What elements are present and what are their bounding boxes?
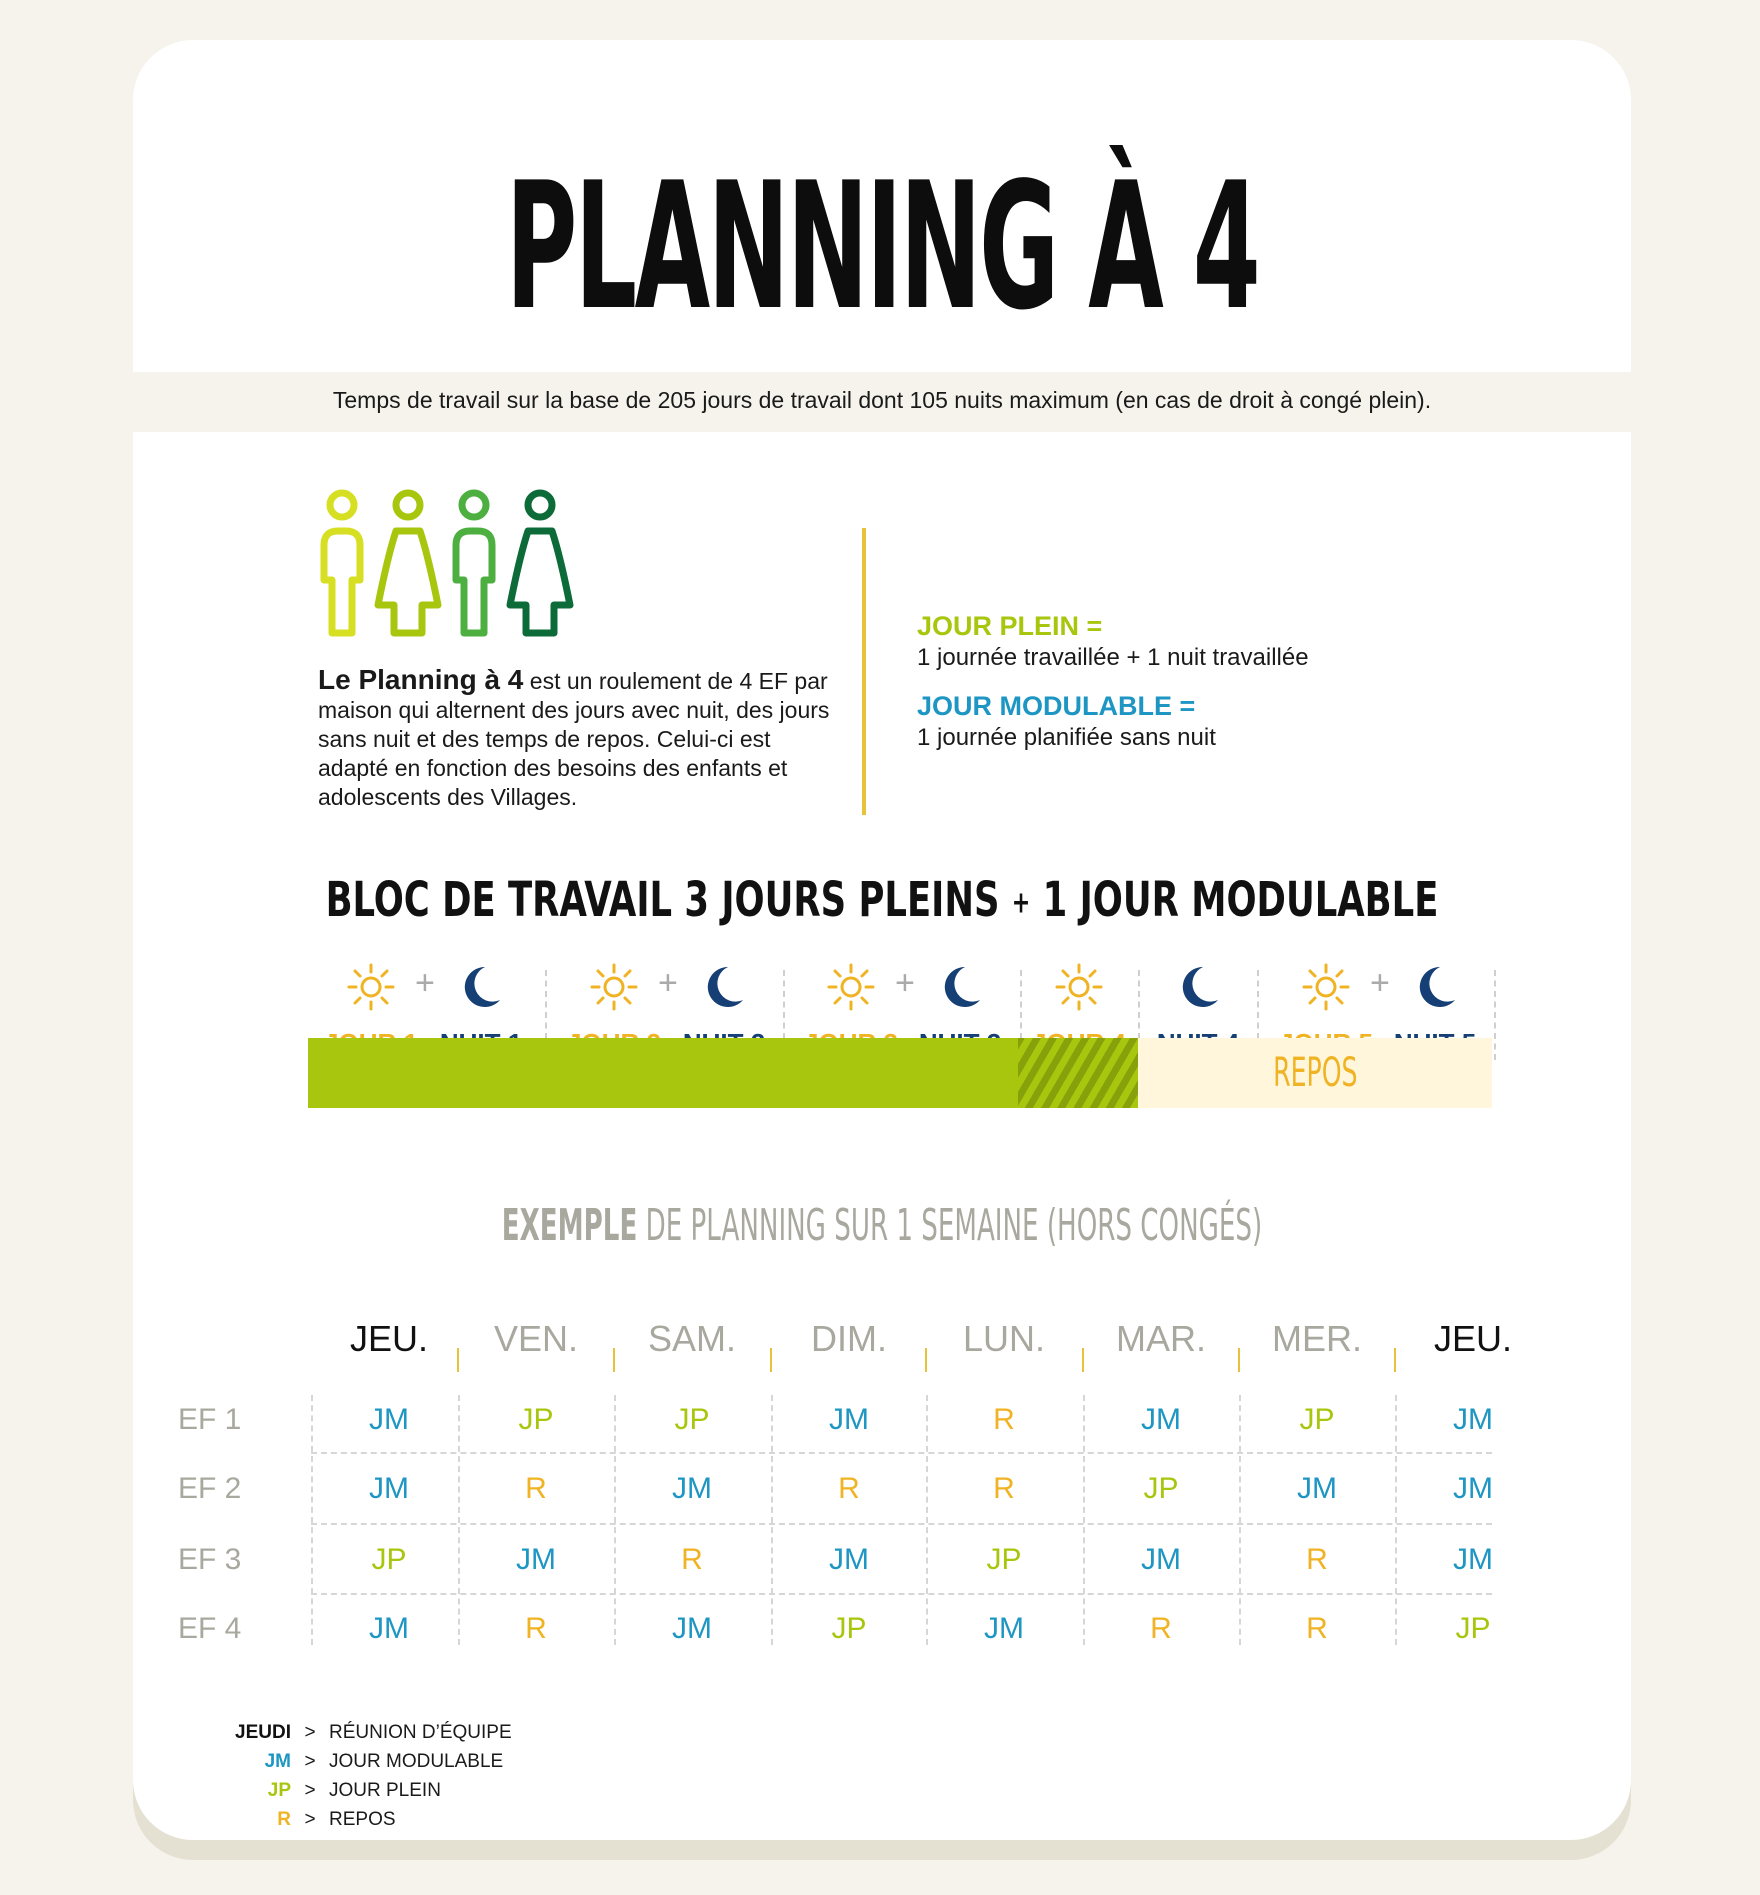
table-cell: JP [831, 1612, 867, 1645]
legend-key: JEUDI [235, 1722, 291, 1743]
legend-value: JOUR MODULABLE [329, 1751, 504, 1772]
bloc-title-left: BLOC DE TRAVAIL 3 JOURS PLEINS [325, 872, 1000, 928]
jour-plein-text: 1 journée travaillée + 1 nuit travaillée [917, 644, 1309, 671]
table-cell: JM [369, 1472, 409, 1505]
plus-sign: + [1370, 964, 1390, 1002]
column-header: DIM. [811, 1318, 887, 1359]
column-header: JEU. [1433, 1318, 1512, 1359]
table-cell: JM [1141, 1543, 1181, 1576]
column-header-separator [457, 1348, 459, 1372]
table-cell: R [525, 1612, 547, 1645]
legend-key: JM [264, 1751, 291, 1772]
table-cell: JP [1455, 1612, 1491, 1645]
column-header-separator [1082, 1348, 1084, 1372]
moon-icon [1410, 962, 1460, 1012]
sun-icon [826, 962, 876, 1012]
example-title-rest: DE PLANNING SUR 1 SEMAINE (HORS CONGÉS) [645, 1200, 1263, 1251]
table-cell: JM [1453, 1403, 1493, 1436]
table-cell: JM [516, 1543, 556, 1576]
column-header-separator [770, 1348, 772, 1372]
table-cell: JM [369, 1403, 409, 1436]
row-label: EF 1 [178, 1403, 242, 1436]
legend-sep: > [304, 1780, 316, 1801]
column-header-separator [613, 1348, 615, 1372]
row-label: EF 4 [178, 1612, 242, 1645]
table-cell: JP [1299, 1403, 1335, 1436]
table-cell: R [681, 1543, 703, 1576]
table-cell: R [1150, 1612, 1172, 1645]
row-label: EF 3 [178, 1543, 242, 1576]
jour-plein-label: JOUR PLEIN = [917, 611, 1103, 641]
table-cell: JM [1453, 1543, 1493, 1576]
table-cell: JM [1141, 1403, 1181, 1436]
legend-sep: > [304, 1809, 316, 1830]
jour-modulable-text: 1 journée planifiée sans nuit [917, 724, 1216, 751]
intro-paragraph [318, 665, 838, 812]
legend-row-jp [213, 1776, 512, 1805]
row-divider [311, 1523, 1492, 1525]
table-cell: JM [829, 1543, 869, 1576]
intro-text: est un roulement de 4 EF par maison qui alternent des jours avec nuit, des jours sans nuit et des temps de repos. Celui-ci est adapté en fonction des besoins des enfants et adolescents des Villages. [318, 668, 830, 810]
legend-key: JP [267, 1780, 291, 1801]
divider [862, 528, 866, 815]
table-cell: JM [369, 1612, 409, 1645]
table-cell: R [1306, 1543, 1328, 1576]
legend-row-r [213, 1805, 512, 1834]
definition-jour-plein [917, 610, 1477, 674]
table-cell: R [838, 1472, 860, 1505]
repos-label: REPOS [1272, 1050, 1358, 1096]
legend-key: R [277, 1809, 291, 1830]
table-cell: JM [984, 1612, 1024, 1645]
table-cell: JP [371, 1543, 407, 1576]
four-people-icon [318, 485, 583, 645]
plus-sign: + [895, 964, 915, 1002]
table-cell: JM [672, 1612, 712, 1645]
bloc-title [268, 872, 1496, 928]
moon-icon [455, 962, 505, 1012]
column-header: JEU. [349, 1318, 428, 1359]
table-cell: JP [674, 1403, 710, 1436]
definition-jour-modulable [917, 690, 1477, 754]
moon-icon [698, 962, 748, 1012]
legend-value: JOUR PLEIN [329, 1780, 441, 1801]
page-title: PLANNING À 4 [505, 146, 1259, 349]
person-icon-2 [378, 493, 438, 633]
column-header: MAR. [1116, 1318, 1206, 1359]
intro-bold: Le Planning à 4 [318, 664, 524, 695]
column-header: SAM. [647, 1318, 736, 1359]
work-bar [308, 1038, 1018, 1108]
table-cell: R [993, 1472, 1015, 1505]
table-cell: R [525, 1472, 547, 1505]
column-header-separator [1394, 1348, 1396, 1372]
column-header: MER. [1272, 1318, 1362, 1359]
subtitle: Temps de travail sur la base de 205 jours de travail dont 105 nuits maximum (en cas de droit à congé plein). [332, 387, 1432, 413]
row-label: EF 2 [178, 1472, 242, 1505]
column-header: LUN. [962, 1318, 1046, 1359]
moon-icon [935, 962, 985, 1012]
column-header-separator [1238, 1348, 1240, 1372]
bloc-title-right: 1 JOUR MODULABLE [1042, 872, 1439, 928]
table-cell: JP [518, 1403, 554, 1436]
legend-row-jeudi [213, 1718, 512, 1747]
table-cell: R [1306, 1612, 1328, 1645]
table-cell: JM [1297, 1472, 1337, 1505]
table-cell: R [993, 1403, 1015, 1436]
example-title [388, 1200, 1377, 1251]
sun-icon [1301, 962, 1351, 1012]
person-icon-3 [456, 493, 492, 633]
legend-value: RÉUNION D’ÉQUIPE [329, 1722, 512, 1743]
row-divider [311, 1593, 1492, 1595]
plus-sign: + [658, 964, 678, 1002]
plus-sign: + [415, 964, 435, 1002]
legend [213, 1718, 512, 1834]
modulable-bar [1018, 1038, 1138, 1108]
sun-icon [589, 962, 639, 1012]
sun-icon [346, 962, 396, 1012]
table-cell: JP [1143, 1472, 1179, 1505]
table-cell: JM [672, 1472, 712, 1505]
infographic-card [133, 40, 1631, 1840]
column-header-separator [925, 1348, 927, 1372]
person-icon-4 [510, 493, 570, 633]
moon-icon [1173, 962, 1223, 1012]
table-cell: JP [986, 1543, 1022, 1576]
jour-modulable-label: JOUR MODULABLE = [917, 691, 1196, 721]
sun-icon [1054, 962, 1104, 1012]
bloc-title-plus: + [1011, 885, 1031, 921]
legend-sep: > [304, 1722, 316, 1743]
column-header: VEN. [493, 1318, 579, 1359]
legend-value: REPOS [329, 1809, 396, 1830]
day-separator [1494, 970, 1496, 1060]
row-divider [311, 1452, 1492, 1454]
legend-sep: > [304, 1751, 316, 1772]
person-icon-1 [324, 493, 360, 633]
repos-bar [1138, 1038, 1492, 1108]
table-cell: JM [1453, 1472, 1493, 1505]
legend-row-jm [213, 1747, 512, 1776]
table-cell: JM [829, 1403, 869, 1436]
example-title-bold: EXEMPLE [501, 1200, 638, 1251]
